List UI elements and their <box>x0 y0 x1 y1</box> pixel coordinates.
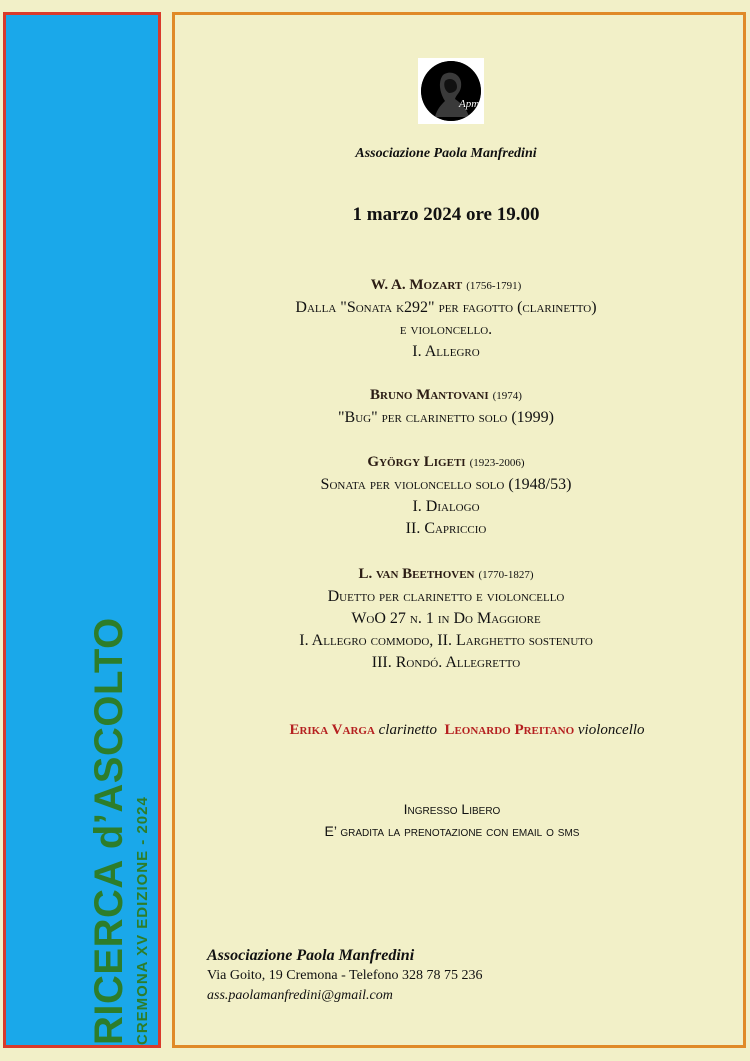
program-item <box>172 451 720 540</box>
admission-booking: E’ gradita la prenotazione con email o sms <box>324 823 580 839</box>
composer-years: (1756-1791) <box>466 280 522 292</box>
silhouette-icon <box>421 61 481 121</box>
composer-years: (1923-2006) <box>469 457 525 469</box>
piece-line: WoO 27 n. 1 in Do Maggiore <box>351 610 541 627</box>
composer-name: György Ligeti <box>367 454 466 470</box>
piece-line: Duetto per clarinetto e violoncello <box>327 588 565 605</box>
piece-line: III. Rondó. Allegretto <box>371 654 521 671</box>
sidebar-text <box>86 617 154 1045</box>
piece-line: I. Allegro commodo, II. Larghetto sostenuto <box>299 632 593 649</box>
piece-line: II. Capriccio <box>405 520 487 537</box>
piece-line: Sonata per violoncello solo (1948/53) <box>320 476 572 493</box>
composer-years: (1770-1827) <box>478 569 534 581</box>
event-series-title: RICERCA d’ASCOLTO <box>87 617 131 1045</box>
footer-email[interactable]: ass.paolamanfredini@gmail.com <box>207 988 393 1003</box>
admission-free: Ingresso Libero <box>403 801 501 817</box>
association-name: Associazione Paola Manfredini <box>355 146 537 161</box>
program-item <box>172 274 720 363</box>
program-item <box>172 563 720 674</box>
admission-info <box>182 798 722 842</box>
performer-instrument: violoncello <box>577 722 645 738</box>
performer-instrument: clarinetto <box>378 722 437 738</box>
footer-address: Via Goito, 19 Cremona - Telefono 328 78 75 236 <box>207 968 483 983</box>
piece-line: e violoncello. <box>399 321 493 338</box>
event-series-subtitle: CREMONA XV EDIZIONE - 2024 <box>134 796 151 1045</box>
logo-text: Apm <box>459 98 480 110</box>
piece-line: "Bug" per clarinetto solo (1999) <box>337 409 555 426</box>
footer-contact <box>207 946 483 1006</box>
piece-line: I. Allegro <box>412 343 480 360</box>
composer-name: L. van Beethoven <box>358 566 475 582</box>
composer-years: (1974) <box>492 390 522 402</box>
association-logo <box>418 58 484 124</box>
performer-name: Erika Varga <box>289 722 375 738</box>
footer-association-name: Associazione Paola Manfredini <box>207 947 415 964</box>
piece-line: I. Dialogo <box>412 498 480 515</box>
performer-name: Leonardo Preitano <box>444 722 575 738</box>
program-item <box>172 384 720 429</box>
sidebar-panel <box>3 12 161 1048</box>
event-date: 1 marzo 2024 ore 19.00 <box>352 204 540 225</box>
composer-name: Bruno Mantovani <box>370 387 489 403</box>
piece-line: Dalla "Sonata k292" per fagotto (clarinetto) <box>295 299 597 316</box>
performers <box>178 722 750 739</box>
composer-name: W. A. Mozart <box>370 277 463 293</box>
